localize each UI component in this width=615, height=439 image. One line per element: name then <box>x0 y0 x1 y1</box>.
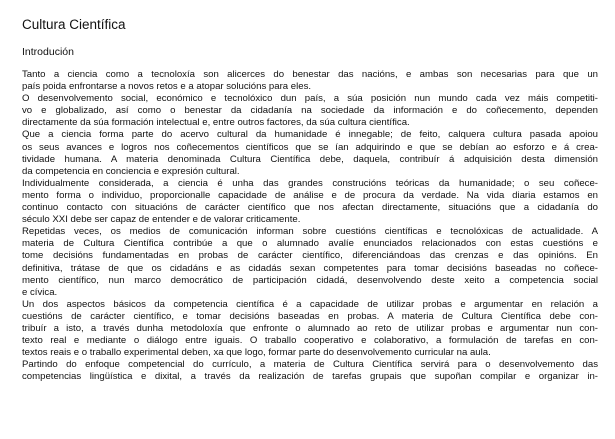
text-line: Repetidas veces, os medios de comunicación informan sobre cuestións científicas e tecnolóxicas de actualidade. A <box>22 226 598 238</box>
section-heading: Introdución <box>22 46 74 58</box>
text-line: tribuír a isto, a través dunha metodoloxía que enfronte o alumnado ao reto de utilizar probas e argumentar nun con- <box>22 322 598 334</box>
text-line: mento científico, nun marco democrático de participación cidadá, desenvolvendo deste xeito a competencia social <box>22 274 598 286</box>
text-line: competencias lingüística e dixital, a través da realización de tarefas grupais que supoñan compilar e organizar in- <box>22 371 598 383</box>
text-line: mento forma o individuo, proporcionalle capacidade de análise e de procura da verdade. Na vida diaria estamos en <box>22 189 598 201</box>
text-line: texto real e mediante o diálogo entre iguais. O traballo cooperativo e colaborativo, a formulación de tarefas en con- <box>22 335 598 347</box>
text-line: tividade humana. A materia denominada Cultura Científica debe, daquela, contribuír á adquisición desta dimensión <box>22 153 598 165</box>
text-line: textos reais e o traballo experimental deben, xa que logo, formar parte do desenvolvemento curricular na aula. <box>22 347 491 359</box>
text-line: materia de Cultura Científica contribúe a que o alumnado avalíe enunciados relacionados con estas cuestións e <box>22 238 598 250</box>
text-line: directamente da súa formación intelectual e, entre outros factores, da súa cultura científica. <box>22 117 410 129</box>
text-line: os seus avances e logros nos coñecementos científicos que se ían adquirindo e que se debían ao esforzo e á crea- <box>22 141 598 153</box>
text-line: Tanto a ciencia como a tecnoloxía son alicerces do benestar das nacións, e ambas son necesarias para que un <box>22 69 598 80</box>
paragraph <box>22 69 598 93</box>
text-line: século XXI debe ser capaz de entender e de valorar criticamente. <box>22 214 301 226</box>
text-line: O desenvolvemento social, económico e tecnolóxico dun país, a súa posición nun mundo cada vez máis competiti- <box>22 93 598 105</box>
paragraph <box>22 226 598 299</box>
paragraph <box>22 359 598 383</box>
text-line: Partindo do enfoque competencial do currículo, a materia de Cultura Científica servirá para o desenvolvemento das <box>22 359 598 371</box>
text-line: e cívica. <box>22 286 58 298</box>
text-line: cuestións de carácter científico, e tomar decisións baseadas en probas. A materia de Cultura Científica debe con- <box>22 310 598 322</box>
text-line: Individualmente considerada, a ciencia é unha das grandes construcións teóricas da humanidade; o seu coñece- <box>22 177 598 189</box>
text-line: definitiva, trátase de que os cidadáns e as cidadás sexan competentes para tomar decisións baseadas no coñece- <box>22 262 598 274</box>
paragraph <box>22 129 598 177</box>
text-line: continuo contacto con situacións de carácter científico que nos afectan directamente, situacións que a cidadanía do <box>22 202 598 214</box>
document-body <box>22 69 598 383</box>
text-line: Un dos aspectos básicos da competencia científica é a capacidade de utilizar probas e argumentar en relación a <box>22 298 598 310</box>
text-line: tome decisións fundamentadas en probas de carácter científico, diferenciándoas das crenzas e das opinións. En <box>22 250 598 262</box>
text-line: país poida enfrontarse a novos retos e a atopar solucións para eles. <box>22 81 312 93</box>
text-line: da competencia en conciencia e expresión cultural. <box>22 165 240 177</box>
text-line: Que a ciencia forma parte do acervo cultural da humanidade é innegable; de feito, calquera cultura pasada apoiou <box>22 129 598 141</box>
paragraph <box>22 93 598 129</box>
document-title: Cultura Científica <box>22 17 126 32</box>
paragraph <box>22 178 598 226</box>
paragraph <box>22 299 598 359</box>
text-line: vo e globalizado, así como o benestar da cidadanía na sociedade da información e do coñecemento, dependen <box>22 105 598 117</box>
